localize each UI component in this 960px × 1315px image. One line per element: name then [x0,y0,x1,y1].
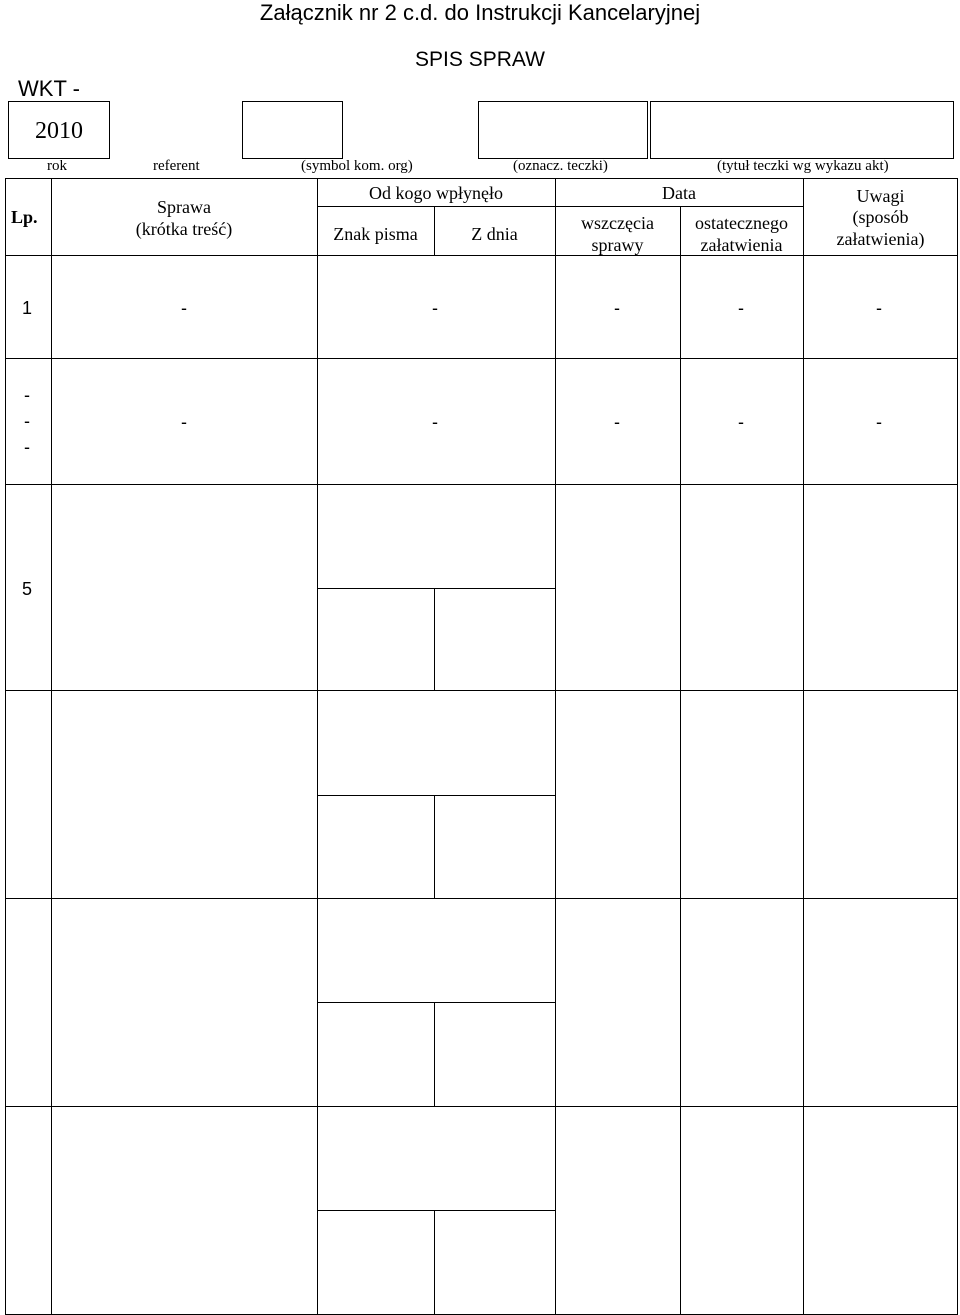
symbol-box [242,101,343,159]
header-uwagi: Uwagi [856,186,905,206]
row2-lp-line1: - [24,385,30,405]
col-line [680,206,681,1315]
col-line [803,178,804,1315]
row3-lp: 5 [22,579,33,599]
row1-lp: 1 [22,298,33,318]
row1-uwagi: - [876,298,882,318]
sub-line [317,1002,555,1003]
row2-wszczecia: - [614,412,620,432]
year-box [8,101,110,159]
header-uwagi-sub: (sposób [852,207,909,227]
header-z-dnia: Z dnia [471,224,518,244]
year-value: 2010 [35,118,83,144]
header-sprawa: Sprawa [157,197,211,217]
label-symbol: (symbol kom. org) [301,158,413,174]
header-ostatecznego-sub: załatwienia [700,235,783,255]
header-lp: Lp. [11,207,38,227]
teczka-box [478,101,648,159]
label-rok: rok [47,158,67,174]
header-ostatecznego: ostatecznego [695,213,788,233]
row2-lp-line3: - [24,437,30,457]
header-subline [317,206,803,207]
cases-table [5,178,958,1315]
row2-znak: - [432,412,438,432]
header-znak-pisma: Znak pisma [333,224,418,244]
row-line [5,1106,958,1107]
sub-vline [434,1002,435,1106]
header-uwagi-sub2: załatwienia) [836,229,925,249]
sub-vline [434,1210,435,1315]
header-od-kogo: Od kogo wpłynęło [369,183,503,203]
sub-line [317,588,555,589]
spis-title: SPIS SPRAW [415,48,545,71]
header-data: Data [662,183,696,203]
label-tytul: (tytuł teczki wg wykazu akt) [717,158,889,174]
header-wszczecia: wszczęcia [581,213,654,233]
header-bottom-line [5,255,958,256]
row-line [5,484,958,485]
header-wszczecia-sub: sprawy [591,235,644,255]
attachment-title: Załącznik nr 2 c.d. do Instrukcji Kancelaryjnej [259,0,701,25]
row2-lp-line2: - [24,411,30,431]
row1-sprawa: - [181,298,187,318]
row2-uwagi: - [876,412,882,432]
sub-vline [434,795,435,898]
sub-line [317,795,555,796]
row1-znak: - [432,298,438,318]
label-oznacz: (oznacz. teczki) [513,158,608,174]
sub-vline [434,588,435,690]
header-sprawa-sub: (krótka treść) [135,219,233,239]
sub-line [317,1210,555,1211]
tytul-box [650,101,954,159]
col-line [555,178,556,1315]
row-line [5,898,958,899]
col-line [317,178,318,1315]
row-line [5,690,958,691]
row1-ostatecznego: - [738,298,744,318]
row2-sprawa: - [181,412,187,432]
row1-wszczecia: - [614,298,620,318]
label-referent: referent [153,158,200,174]
wkt-label: WKT - [18,76,80,101]
row2-ostatecznego: - [738,412,744,432]
row-line [5,358,958,359]
col-line [51,178,52,1315]
